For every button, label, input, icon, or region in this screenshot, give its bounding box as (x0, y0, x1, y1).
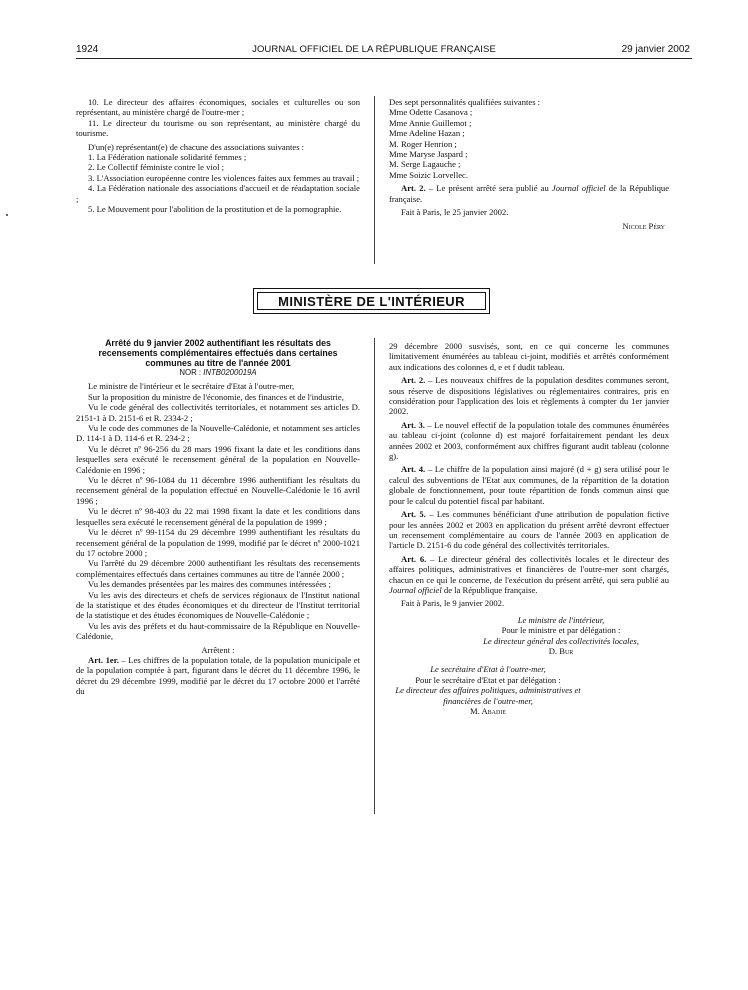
article-1: Art. 1er. – Les chiffres de la population totale, de la population municipale et de la population comptée à part, figurant dans le décret du 11 décembre 1996, le décret du 29 décembre 1999, modifié par le décret du 17 octobre 2000 et l'arrêté du (76, 654, 360, 697)
article-1-continued: 29 décembre 2000 susvisés, sont, en ce qui concerne les communes limitativement énumérées au tableau ci-joint, modifiés et arrêtés conformément aux indications des colonnes d, e et f dudit tableau. (389, 341, 669, 372)
list-item: Mme Adeline Hazan ; (389, 128, 465, 139)
article-label: Art. 3. (401, 419, 425, 430)
list-item: 10. Le directeur des affaires économiques, sociales et culturelles ou son représentant, au ministère chargé de l'outre-mer ; (76, 97, 360, 118)
list-item: Mme Annie Guillemot ; (389, 117, 472, 128)
column-divider-bottom (374, 338, 375, 814)
signature-block-secretary: Le secrétaire d'Etat à l'outre-mer, Pour le secrétaire d'Etat et par délégation : Le directeur des affaires politiques, administratives et financières de l'outre-mer, M. Abadie (395, 664, 581, 716)
article-2: Art. 2. – Le présent arrêté sera publié au Journal officiel de la République française. (389, 183, 670, 204)
arretent: Arrêtent : (201, 644, 235, 655)
signature-block-minister: Le ministre de l'intérieur, Pour le ministre et par délégation : Le directeur général des collectivités locales, D. Bur (483, 614, 639, 656)
list-item: Mme Maryse Jaspard ; (389, 149, 468, 160)
page-number: 1924 (76, 44, 99, 55)
article-label: Art. 1er. (88, 654, 119, 665)
list-item: 3. L'Association européenne contre les violences faites aux femmes au travail ; (88, 172, 360, 183)
article-label: Art. 2. (401, 183, 426, 194)
column-divider-top (374, 96, 375, 264)
decree-title: Arrêté du 9 janvier 2002 authentifiant les résultats des recensements complémentaires effectués dans certaines communes au titre de l'année 2001 (98, 338, 338, 368)
preamble-line: Vu le code général des collectivités territoriales, et notamment ses articles D. 2151-1 à D. 2151-6 et R. 2334-2 ; (76, 402, 360, 423)
ministry-title: MINISTÈRE DE L'INTÉRIEUR (278, 293, 465, 309)
article-label: Art. 6. (401, 553, 427, 564)
article-label: Art. 4. (401, 464, 426, 475)
margin-mark (6, 214, 8, 216)
issue-date: 29 janvier 2002 (621, 44, 690, 55)
header-rule (76, 58, 692, 59)
list-item: 1. La Fédération nationale solidarité femmes ; (88, 152, 247, 163)
article: Art. 2. – Les nouveaux chiffres de la population desdites communes seront, sous réserve de dispositions législatives ou réglementaires contraires, pris en considération pour l'application des lois et règlements à compter du 1er janvier 2002. (389, 375, 670, 417)
preamble-line: Vu le décret nº 99-1154 du 29 décembre 1999 authentifiant les résultats du recensement général de la population de 1999, modifié par le décret nº 2000-1021 du 17 octobre 2000 ; (76, 527, 360, 558)
preamble-line: Vu le décret nº 98-403 du 22 mai 1998 fixant la date et les conditions dans lesquelles sera exécuté le recensement général de la population de 1999 ; (76, 506, 360, 527)
top-left-column (76, 97, 360, 214)
list-item: 11. Le directeur du tourisme ou son représentant, au ministère chargé du tourisme. (76, 117, 360, 139)
list-item: 4. La Fédération nationale des associations d'accueil et de réadaptation sociale ; (76, 183, 360, 204)
ministry-heading-box (253, 288, 490, 314)
list-item: Mme Soizic Lorvellec. (389, 169, 468, 180)
preamble-line: Vu le code des communes de la Nouvelle-Calédonie, et notamment ses articles D. 114-1 à D. 114-6 et R. 234-2 ; (76, 423, 360, 444)
article: Art. 4. – Le chiffre de la population ainsi majoré (d + g) sera utilisé pour le calcul des subventions de l'Etat aux communes, de la répartition de la dotation globale de fonctionnement, pour toute répartition de fonds commun ainsi que pour le calcul du potentiel fiscal par habitant. (389, 464, 670, 506)
article-label: Art. 5. (401, 509, 426, 520)
article: Art. 5. – Les communes bénéficiant d'une attribution de population fictive pour les années 2002 et 2003 en application du présent arrêté devront effectuer un recensement complémentaire au cours de l'année 2003 en application de l'article D. 2151-6 du code général des collectivités territoriales. (389, 509, 670, 551)
done-at: Fait à Paris, le 25 janvier 2002. (401, 207, 509, 218)
list-item: 2. Le Collectif féministe contre le viol ; (88, 162, 225, 173)
preamble-line: Vu le décret nº 96-1084 du 11 décembre 1996 authentifiant les résultats du recensement général de la population effectué en Nouvelle-Calédonie le 16 avril 1996 ; (76, 475, 360, 506)
article-label: Art. 2. (401, 375, 426, 386)
list-item: M. Serge Lagauche ; (389, 159, 461, 170)
list-item: Mme Odette Casanova ; (389, 107, 473, 118)
journal-title: JOURNAL OFFICIEL DE LA RÉPUBLIQUE FRANÇAISE (252, 44, 496, 55)
signature: Nicole Péry (622, 221, 665, 232)
article: Art. 3. – Le nouvel effectif de la population totale des communes énumérées au tableau ci-joint (colonne d) est majoré forfaitairement pendant les deux années 2002 et 2003, conformément aux chiffres figurant audit tableau (colonne g). (389, 419, 669, 462)
done-at: Fait à Paris, le 9 janvier 2002. (401, 598, 505, 609)
decree-left-column (76, 338, 360, 697)
preamble-line: Vu les avis des préfets et du haut-commissaire de la République en Nouvelle-Calédonie, (76, 620, 360, 642)
preamble-line: Vu l'arrêté du 29 décembre 2000 authentifiant les résultats des recensements complémentaires effectués dans certaines communes au titre de l'année 2000 ; (76, 558, 360, 579)
persons-intro: Des sept personnalités qualifiées suivantes : (389, 97, 541, 107)
preamble-line: Vu le décret nº 96-256 du 28 mars 1996 fixant la date et les conditions dans lesquelles sera exécuté le recensement général de la population en Nouvelle-Calédonie en 1996 ; (76, 443, 360, 475)
preamble-line: Vu les demandes présentées par les maires des communes intéressées ; (88, 579, 331, 590)
preamble-line: Sur la proposition du ministre de l'économie, des finances et de l'industrie, (88, 391, 344, 402)
decree-right-column (389, 341, 669, 716)
preamble-line: Le ministre de l'intérieur et le secrétaire d'Etat à l'outre-mer, (88, 381, 295, 392)
list-item: M. Roger Henrion ; (389, 138, 457, 149)
article-6: Art. 6. – Le directeur général des collectivités locales et le directeur des affaires politiques, administratives et financières de l'outre-mer sont chargés, chacun en ce qui le concerne, de l'exécution du présent arrêté, qui sera publié au Journal officiel de la République française. (389, 553, 670, 595)
nor-reference: NOR : INTB0200019A (179, 368, 257, 377)
preamble-line: Vu les avis des directeurs et chefs de services régionaux de l'Institut national de la statistique et des études économiques et du directeur de l'Institut territorial de la statistique et des études économiques de Nouvelle-Calédonie ; (76, 589, 360, 621)
top-right-column (389, 97, 669, 232)
list-item: 5. Le Mouvement pour l'abolition de la prostitution et de la pornographie. (88, 204, 342, 215)
associations-intro: D'un(e) représentant(e) de chacune des associations suivantes : (88, 141, 305, 152)
